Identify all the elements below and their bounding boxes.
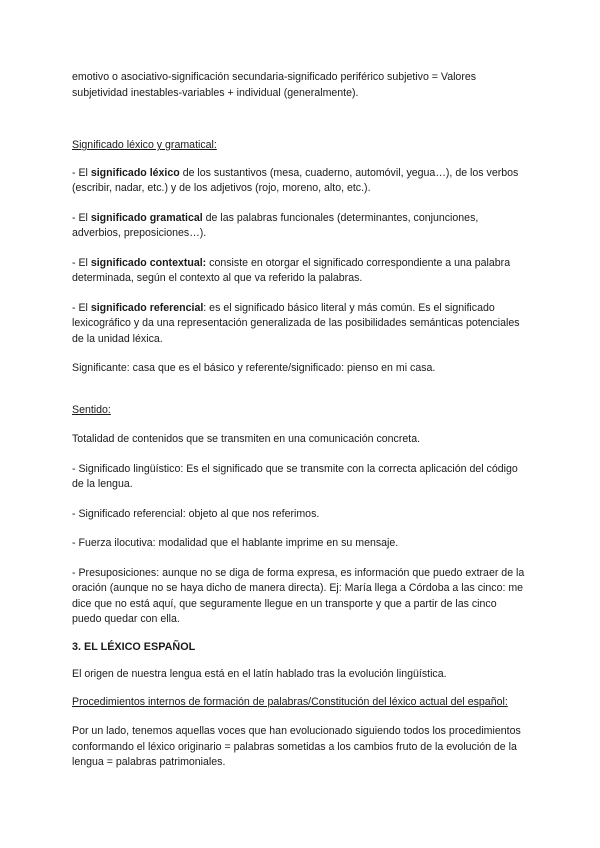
paragraph-significado-referencial: - El significado referencial: es el significado básico literal y más común. Es el significado lexicográfico y da una representación generalizada de las posibilidades semánticas potenciales de la unidad léxica. xyxy=(72,301,520,345)
heading-sentido: Sentido: xyxy=(72,403,111,416)
heading-significado-lexico-gramatical: Significado léxico y gramatical: xyxy=(72,139,217,151)
term-significado-gramatical: significado gramatical xyxy=(90,211,203,224)
paragraph-significado-referencial-sentido: - Significado referencial: objeto al que nos referimos. xyxy=(72,507,320,520)
paragraph-fuerza-ilocutiva: - Fuerza ilocutiva: modalidad que el hablante imprime en su mensaje. xyxy=(72,537,399,549)
paragraph-significado-linguistico: - Significado lingüístico: Es el significado que se transmite con la correcta aplicación del código de la lengua. xyxy=(72,462,518,490)
paragraph-significado-contextual: - El significado contextual: consiste en otorgar el significado correspondiente a una palabra determinada, según el contexto al que va referido la palabras. xyxy=(72,256,511,284)
term-significado-lexico: significado léxico xyxy=(90,166,180,179)
term-significado-referencial: significado referencial xyxy=(90,301,204,314)
paragraph-intro: emotivo o asociativo-significación secundaria-significado periférico subjetivo = Valores subjetividad inestables-variables + individual (generalmente). xyxy=(72,71,477,99)
paragraph-totalidad: Totalidad de contenidos que se transmiten en una comunicación concreta. xyxy=(72,433,421,445)
heading-lexico-espanol: 3. EL LÉXICO ESPAÑOL xyxy=(72,640,196,653)
paragraph-por-un-lado: Por un lado, tenemos aquellas voces que han evolucionado siguiendo todos los procedimientos conformando el léxico originario = palabras sometidas a los cambios fruto de la evolución de la lengua = palabras patrimoniales. xyxy=(72,725,521,768)
paragraph-significante: Significante: casa que es el básico y referente/significado: pienso en mi casa. xyxy=(72,362,436,374)
heading-procedimientos: Procedimientos internos de formación de palabras/Constitución del léxico actual del español: xyxy=(72,695,508,708)
paragraph-origen: El origen de nuestra lengua está en el latín hablado tras la evolución lingüística. xyxy=(72,668,447,680)
paragraph-significado-lexico: - El significado léxico de los sustantivos (mesa, cuaderno, automóvil, yegua…), de los verbos (escribir, nadar, etc.) y de los adjetivos (rojo, moreno, alto, etc.). xyxy=(72,166,519,194)
term-significado-contextual: significado contextual: xyxy=(90,256,207,269)
paragraph-presuposiciones: - Presuposiciones: aunque no se diga de forma expresa, es información que puedo extraer de la oración (aunque no se haya dicho de manera directa). Ej: María llega a Córdoba a las cinco: me dice que no está aquí, que seguramente llegue en un transporte y que a partir de las cinco puedo quedar con ella. xyxy=(72,566,525,625)
paragraph-significado-gramatical: - El significado gramatical de las palabras funcionales (determinantes, conjunciones, adverbios, preposiciones…). xyxy=(72,211,479,239)
